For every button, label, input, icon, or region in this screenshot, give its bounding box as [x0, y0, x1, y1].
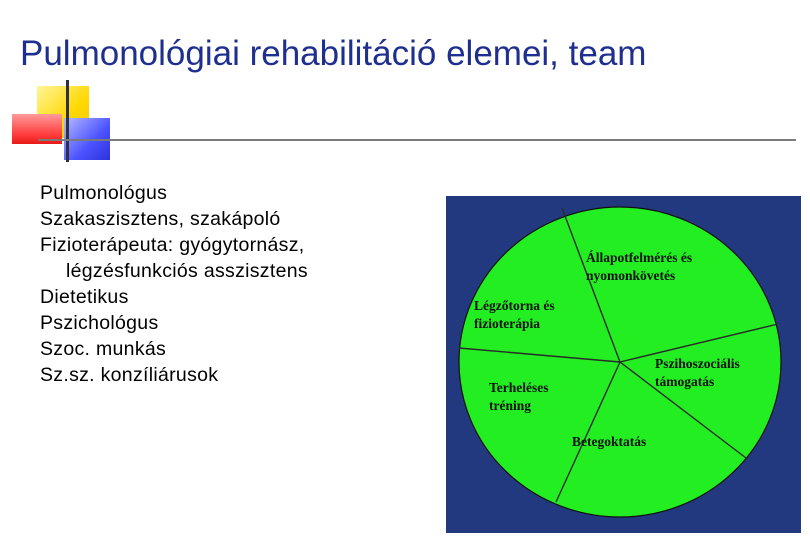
segment-label-assessment: Állapotfelmérés és nyomonkövetés	[586, 250, 693, 283]
team-list-item: Fizioterápeuta: gyógytornász,	[40, 234, 305, 256]
team-list-item: Szoc. munkás	[40, 338, 167, 360]
team-list-item: Szakaszisztens, szakápoló	[40, 208, 281, 230]
team-list	[40, 180, 308, 388]
team-list-item: Sz.sz. konzíliárusok	[40, 364, 219, 386]
rehab-elements-diagram	[446, 196, 801, 533]
segment-label-patient-education: Betegoktatás	[572, 434, 647, 449]
segment-label-exercise-training: Terheléses tréning	[489, 380, 549, 413]
team-list-item: Pulmonológus	[40, 182, 168, 204]
team-list-item: Pszichológus	[40, 312, 159, 334]
team-list-item: Dietetikus	[40, 286, 129, 308]
team-list-item: légzésfunkciós asszisztens	[66, 260, 308, 282]
page-title: Pulmonológiai rehabilitáció elemei, team	[20, 34, 647, 73]
segment-label-breathing-physio: Légzőtorna és fizioterápia	[474, 298, 555, 331]
decor-vertical-line	[66, 80, 69, 162]
pie-diagram-svg	[446, 196, 801, 533]
title-underline	[38, 139, 796, 141]
segment-label-psychosocial: Pszihoszociális támogatás	[655, 356, 740, 389]
